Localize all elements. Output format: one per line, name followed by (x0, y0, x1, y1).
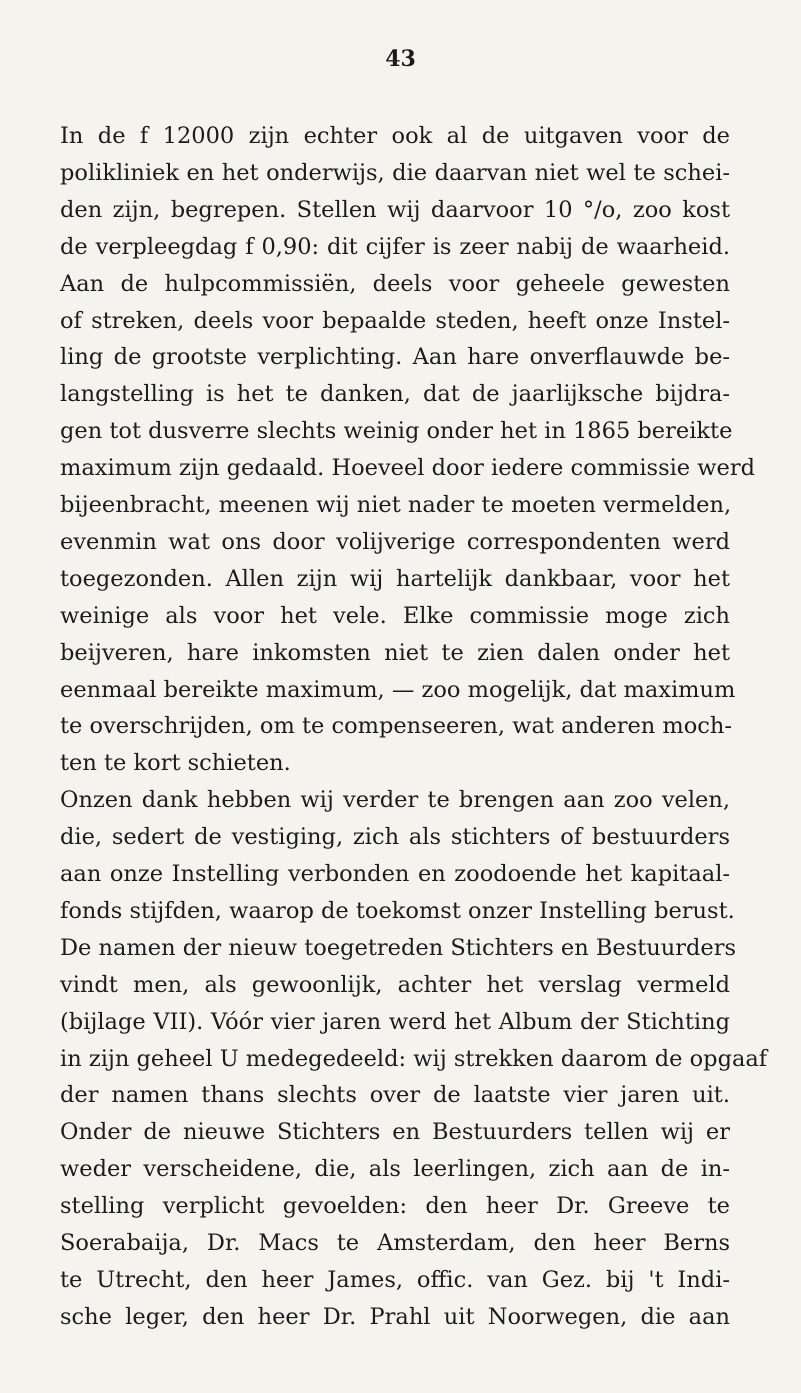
text-line: Onzen dank hebben wij verder te brengen aan zoo velen, (60, 787, 730, 814)
text-line: beijveren, hare inkomsten niet te zien dalen onder het (60, 639, 730, 666)
text-line: de verpleegdag f 0,90: dit cijfer is zeer nabij de waarheid. (60, 233, 730, 260)
text-line: langstelling is het te danken, dat de jaarlijksche bijdra- (60, 381, 730, 408)
text-line: eenmaal bereikte maximum, — zoo mogelijk, dat maximum (60, 676, 736, 703)
text-line: gen tot dusverre slechts weinig onder het in 1865 bereikte (60, 418, 733, 445)
text-line: te overschrijden, om te compenseeren, wat anderen moch- (60, 713, 732, 740)
text-line: polikliniek en het onderwijs, die daarvan niet wel te schei- (60, 159, 730, 186)
text-line: evenmin wat ons door volijverige correspondenten werd (60, 528, 730, 555)
text-line: stelling verplicht gevoelden: den heer Dr. Greeve te (60, 1193, 730, 1220)
text-line: bijeenbracht, meenen wij niet nader te moeten vermelden, (60, 492, 732, 518)
text-line: of streken, deels voor bepaalde steden, heeft onze Instel- (60, 307, 730, 334)
text-line: ling de grootste verplichting. Aan hare onverflauwde be- (60, 344, 730, 371)
text-line: fonds stijfden, waarop de toekomst onzer Instelling berust. (60, 897, 735, 924)
text-line: die, sedert de vestiging, zich als stichters of bestuurders (60, 824, 730, 851)
text-line: weder verscheidene, die, als leerlingen, zich aan de in- (60, 1156, 730, 1183)
text-line: den zijn, begrepen. Stellen wij daarvoor 10 °/o, zoo kost (60, 196, 730, 223)
text-line: ten te kort schieten. (60, 750, 291, 777)
text-line: toegezonden. Allen zijn wij hartelijk dankbaar, voor het (60, 565, 730, 592)
page-number: 43 (385, 46, 416, 72)
text-line: der namen thans slechts over de laatste vier jaren uit. (60, 1082, 730, 1109)
text-line: Aan de hulpcommissiën, deels voor geheele gewesten (60, 270, 730, 297)
text-line: In de f 12000 zijn echter ook al de uitgaven voor de (60, 123, 730, 149)
text-line: sche leger, den heer Dr. Prahl uit Noorwegen, die aan (60, 1303, 730, 1330)
text-line: Onder de nieuwe Stichters en Bestuurders tellen wij er (60, 1119, 730, 1146)
text-line: (bijlage VII). Vóór vier jaren werd het Album der Stichting (60, 1008, 730, 1035)
text-line: aan onze Instelling verbonden en zoodoende het kapitaal- (60, 861, 730, 887)
text-line: weinige als voor het vele. Elke commissie moge zich (60, 602, 730, 629)
text-line: Soerabaija, Dr. Macs te Amsterdam, den heer Berns (60, 1230, 730, 1256)
text-line: vindt men, als gewoonlijk, achter het verslag vermeld (60, 971, 730, 998)
text-line: te Utrecht, den heer James, offic. van Gez. bij 't Indi- (60, 1266, 730, 1293)
text-line: maximum zijn gedaald. Hoeveel door iedere commissie werd (60, 455, 756, 482)
text-line: De namen der nieuw toegetreden Stichters en Bestuurders (60, 934, 737, 961)
text-line: in zijn geheel U medegedeeld: wij strekken daarom de opgaaf (60, 1045, 768, 1072)
